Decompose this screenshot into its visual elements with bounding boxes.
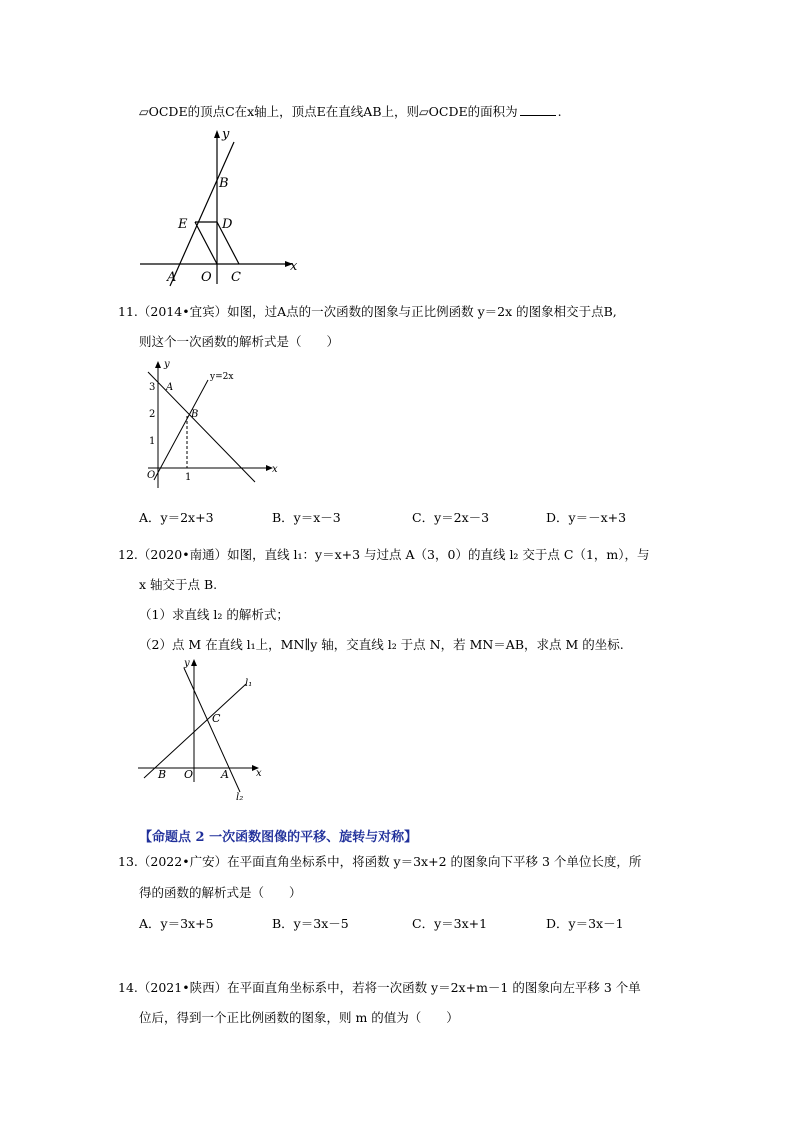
fig2-label-A: A	[166, 382, 174, 393]
q13-line1: 13.（2022•广安）在平面直角坐标系中，将函数 y＝3x+2 的图象向下平移 3 个单位长度，所	[118, 854, 642, 869]
q10-tail-end: .	[557, 104, 562, 119]
q12-line1: 12.（2020•南通）如图，直线 l₁：y＝x+3 与过点 A（3，0）的直线 l₂ 交于点 C（1，m），与	[118, 547, 650, 562]
fig2-label-y: y	[164, 359, 170, 370]
q14-line1: 14.（2021•陕西）在平面直角坐标系中，若将一次函数 y＝2x+m－1 的图象向左平移 3 个单	[118, 980, 641, 995]
fig2-label-B: B	[191, 409, 199, 420]
q13-option-b[interactable]: B．y＝3x－5	[272, 916, 349, 931]
fig2-xtick-1: 1	[185, 472, 192, 483]
q11-option-c[interactable]: C．y＝2x－3	[412, 510, 490, 525]
fig2-tick-3: 3	[149, 382, 156, 393]
fig3-label-A: A	[221, 768, 229, 781]
fig3-label-C: C	[212, 712, 221, 725]
section-heading: 【命题点 2 一次函数图像的平移、旋转与对称】	[139, 830, 418, 845]
fig1-label-E: E	[178, 217, 188, 232]
q13-option-d[interactable]: D．y＝3x－1	[546, 916, 624, 931]
fig1-label-y: y	[222, 127, 230, 142]
q11-option-b[interactable]: B．y＝x－3	[272, 510, 341, 525]
q13-option-c[interactable]: C．y＝3x+1	[412, 916, 488, 931]
answer-blank[interactable]	[520, 103, 556, 116]
q10-tail-text: ▱OCDE的顶点C在x轴上，顶点E在直线AB上，则▱OCDE的面积为	[139, 104, 518, 119]
fig3-label-y: y	[184, 658, 190, 669]
fig1-label-A: A	[167, 270, 177, 285]
fig1-label-D: D	[222, 217, 233, 232]
fig2-label-O: O	[147, 470, 156, 481]
q11-option-d[interactable]: D．y＝－x+3	[546, 510, 627, 525]
fig2-tick-2: 2	[149, 409, 156, 420]
figure-q11	[140, 358, 290, 498]
fig2-tick-1: 1	[149, 436, 156, 447]
q11-line2: 则这个一次函数的解析式是（ ）	[139, 334, 340, 349]
fig1-label-O: O	[201, 270, 212, 285]
fig2-label-x: x	[272, 464, 278, 475]
q12-sub1: （1）求直线 l₂ 的解析式；	[139, 607, 289, 622]
q12-line2: x 轴交于点 B.	[139, 577, 218, 592]
q13-option-a[interactable]: A．y＝3x+5	[139, 916, 214, 931]
figure-q12	[132, 652, 272, 804]
figure-parallelogram	[130, 124, 310, 289]
fig2-line-label: y=2x	[210, 372, 234, 382]
fig3-label-l1: l₁	[245, 678, 253, 689]
fig1-label-x: x	[290, 259, 298, 274]
fig3-label-B: B	[158, 768, 167, 781]
fig1-label-B: B	[219, 176, 229, 191]
fig3-label-O: O	[184, 768, 194, 781]
q13-line2: 得的函数的解析式是（ ）	[139, 885, 302, 900]
q14-line2: 位后，得到一个正比例函数的图象，则 m 的值为（ ）	[139, 1010, 459, 1025]
q10-tail-line	[139, 103, 562, 121]
q11-option-a[interactable]: A．y＝2x+3	[139, 510, 214, 525]
fig3-label-l2: l₂	[236, 792, 244, 803]
fig3-label-x: x	[256, 768, 262, 779]
fig1-label-C: C	[231, 270, 241, 285]
q11-line1: 11.（2014•宜宾）如图，过A点的一次函数的图象与正比例函数 y＝2x 的图象相交于点B,	[118, 304, 617, 319]
q12-sub2: （2）点 M 在直线 l₁上，MN∥y 轴，交直线 l₂ 于点 N，若 MN＝AB，求点 M 的坐标.	[139, 637, 624, 652]
